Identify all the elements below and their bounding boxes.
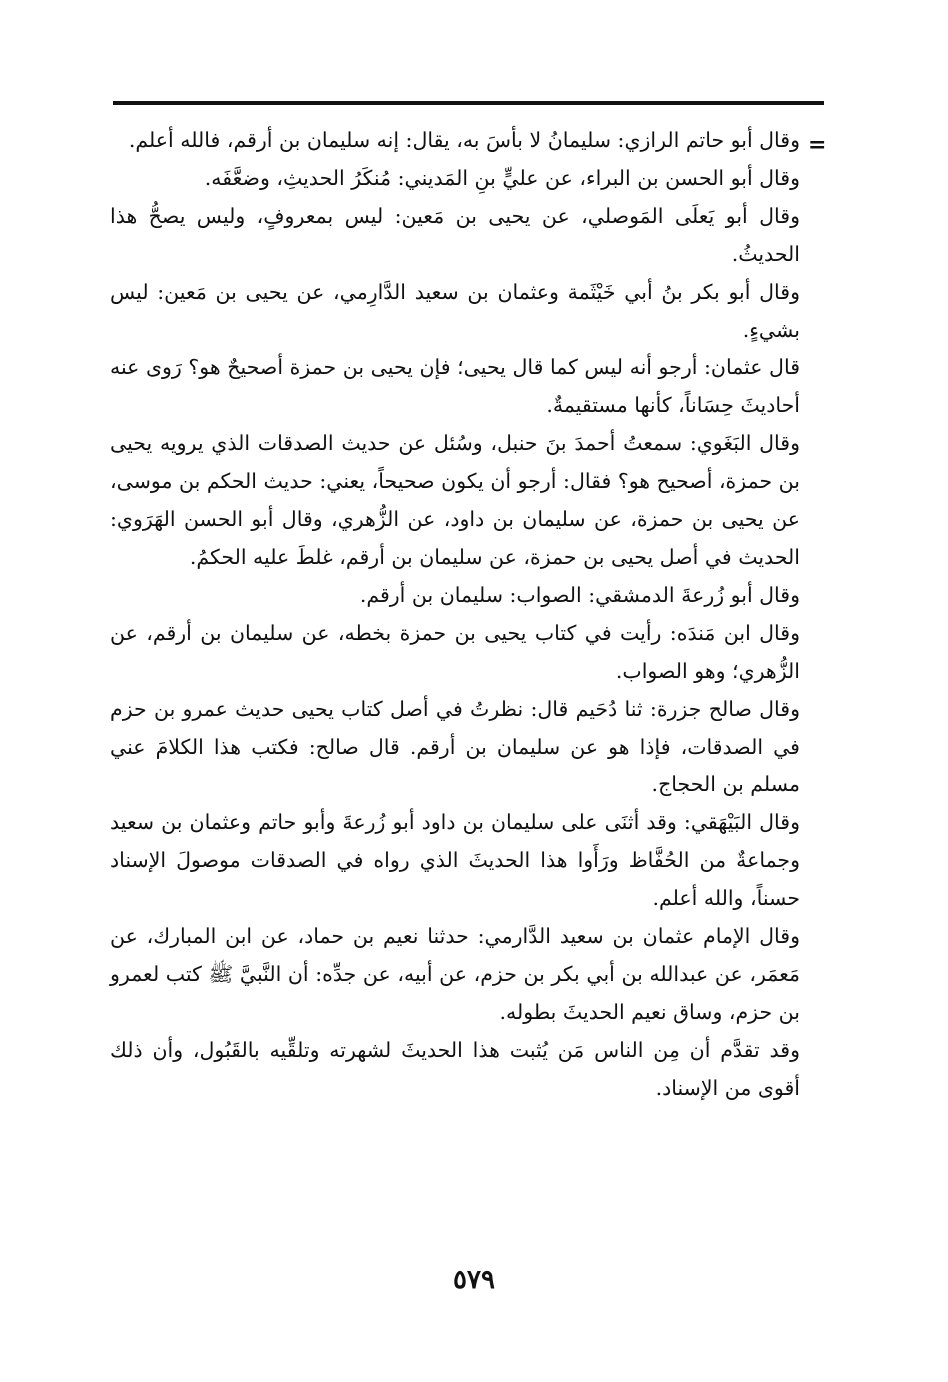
paragraph: وقال البَيْهَقي: وقد أثنَى على سليمان بن داود أبو زُرعةَ وأبو حاتم وعثمان بن سعيد وجماعةٌ من الحُفَّاظ ورَأَوا هذا الحديثَ الذي رواه في الصدقات موصولَ الإسناد حسناً، والله أعلم. bbox=[110, 810, 800, 911]
paragraph: وقال ابن مَندَه: رأيت في كتاب يحيى بن حمزة بخطه، عن سليمان بن أرقم، عن الزُّهري؛ وهو الصواب. bbox=[110, 620, 800, 683]
header-rule bbox=[113, 101, 824, 105]
paragraph: وقال أبو يَعلَى المَوصلي، عن يحيى بن مَعين: ليس بمعروفٍ، وليس يصحُّ هذا الحديثُ. bbox=[110, 203, 800, 266]
paragraph: وقال البَغَوي: سمعتُ أحمدَ بنَ حنبل، وسُئل عن حديث الصدقات الذي يرويه يحيى بن حمزة، أصحيح هو؟ فقال: أرجو أن يكون صحيحاً، يعني: حديث الحكم بن موسى، عن يحيى بن حمزة، عن سليمان بن داود، عن الزُّهري، وقال أبو الحسن الهَرَوي: الحديث في أصل يحيى بن حمزة، عن سليمان بن أرقم، غلطَ عليه الحكمُ. bbox=[110, 431, 800, 569]
paragraph: وقال الإمام عثمان بن سعيد الدَّارمي: حدثنا نعيم بن حماد، عن ابن المبارك، عن مَعمَر، عن عبدالله بن أبي بكر بن حزم، عن أبيه، عن جدِّه: أن النَّبيَّ ﷺ كتب لعمرو بن حزم، وساق نعيم الحديثَ بطوله. bbox=[110, 924, 800, 1024]
paragraph: وقال أبو زُرعةَ الدمشقي: الصواب: سليمان بن أرقم. bbox=[359, 582, 800, 607]
page-number: ٥٧٩ bbox=[453, 1265, 495, 1295]
paragraph: وقال أبو حاتم الرازي: سليمانُ لا بأسَ به، يقال: إنه سليمان بن أرقم، فالله أعلم. bbox=[128, 128, 800, 152]
paragraph: قال عثمان: أرجو أنه ليس كما قال يحيى؛ فإن يحيى بن حمزة أصحيحٌ هو؟ رَوى عنه أحاديثَ حِسَاناً، كأنها مستقيمةٌ. bbox=[110, 355, 800, 418]
paragraph: وقال أبو الحسن بن البراء، عن عليٍّ بنِ المَديني: مُنكَرُ الحديثِ، وضعَّفَه. bbox=[204, 165, 800, 190]
paragraph: وقال أبو بكر بنُ أبي خَيْثَمة وعثمان بن سعيد الدَّارِمي، عن يحيى بن مَعين: ليس بشيءٍ. bbox=[110, 279, 800, 342]
paragraph: وقال صالح جزرة: ثنا دُحَيم قال: نظرتُ في أصل كتاب يحيى حديث عمرو بن حزم في الصدقات، فإذا هو عن سليمان بن أرقم. قال صالح: فكتب هذا الكلامَ عني مسلم بن الحجاج. bbox=[110, 696, 800, 797]
footnote-continuation-mark: = bbox=[808, 132, 827, 158]
paragraph: وقد تقدَّم أن مِن الناس مَن يُثبت هذا الحديثَ لشهرته وتلقِّيه بالقَبُول، وأن ذلك أقوى من الإسناد. bbox=[110, 1037, 800, 1100]
main-text bbox=[110, 122, 800, 1108]
